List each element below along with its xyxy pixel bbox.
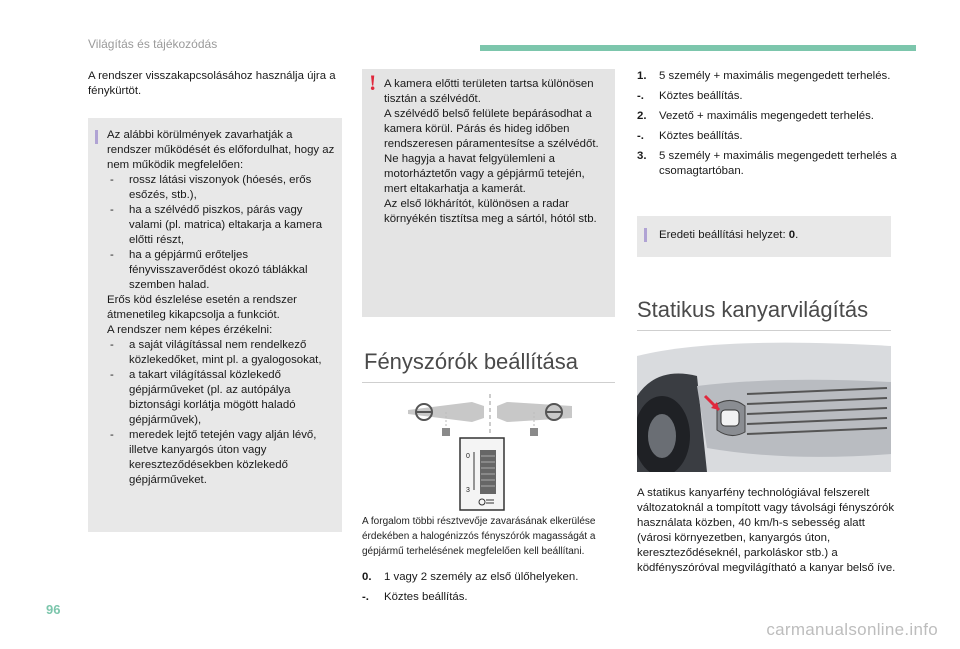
beam-high-icon bbox=[497, 402, 572, 436]
header-accent-bar bbox=[480, 45, 916, 51]
cornering-light-body: A statikus kanyarfény technológiával felszerelt változatoknál a tompított vagy távolsági fényszórók használata közben, 40 km/h-s sebesség alatt (városi környezetben, kanyargós úton, kereszteződéseknél, parkoláskor stb.) a ködfényszóróval megvilágítható a kanyar belső íve. bbox=[637, 487, 896, 574]
list-item: 1. 5 személy + maximális megengedett terhelés. bbox=[637, 70, 891, 82]
info-bar-icon bbox=[644, 228, 647, 242]
fog-lamp-icon bbox=[721, 410, 739, 426]
note-box-conditions bbox=[88, 118, 342, 532]
list-item: -. Köztes beállítás. bbox=[362, 591, 468, 603]
section-title-cornering-light: Statikus kanyarvilágítás bbox=[637, 297, 869, 322]
section-rule bbox=[637, 330, 891, 331]
list-item: 0. 1 vagy 2 személy az első ülőhelyeken. bbox=[362, 571, 579, 583]
section-title-headlamp-adjust: Fényszórók beállítása bbox=[364, 349, 578, 374]
warning-exclamation-icon: ! bbox=[369, 70, 377, 95]
section-rule bbox=[362, 382, 615, 383]
intro-paragraph: A rendszer visszakapcsolásához használja újra a fénykürtöt. bbox=[88, 70, 336, 97]
list-item: - a saját világítással nem rendelkező közlekedőket, mint pl. a gyalogosokat, bbox=[107, 338, 335, 368]
note-paragraph-1: Az alábbi körülmények zavarhatják a rendszer működését és előfordulhat, hogy az nem működik megfelelően: bbox=[107, 129, 335, 171]
warning-box-camera bbox=[362, 69, 615, 317]
page-number: 96 bbox=[46, 602, 61, 617]
list-item: - ha a gépjármű erőteljes fényvisszaverődést okozó táblákkal szemben halad. bbox=[107, 248, 335, 293]
note-list-1 bbox=[107, 173, 335, 293]
fog-lamp-illustration bbox=[637, 336, 891, 472]
adjust-positions-list-a bbox=[362, 570, 615, 610]
default-note-value: 0 bbox=[788, 229, 796, 241]
dial-label-top: 0 bbox=[466, 453, 470, 460]
note-box-default-setting: Eredeti beállítási helyzet: 0. bbox=[637, 216, 891, 257]
list-item: -. Köztes beállítás. bbox=[637, 90, 743, 102]
beam-low-icon bbox=[408, 402, 484, 436]
watermark: carmanualsonline.info bbox=[766, 620, 938, 639]
note-list-2 bbox=[107, 338, 335, 488]
running-header: Világítás és tájékozódás bbox=[88, 37, 218, 51]
list-item: 3. 5 személy + maximális megengedett terhelés a csomagtartóban. bbox=[637, 150, 897, 177]
warning-text: A kamera előtti területen tartsa különösen tisztán a szélvédőt. A szélvédő belső felülete bepárásodhat a kamera körül. Párás és hideg időben rendszeresen páramentesítse a szélvédőt. Ne hagyja a havat felgyülemleni a motorháztetőn vagy a gépjármű tetején, mert eltakarhatja a kamerát. Az első lökhárítót, különösen a radar környékén tisztítsa meg a sártól, hótól stb. bbox=[384, 78, 599, 225]
list-item: - rossz látási viszonyok (hóesés, erős esőzés, stb.), bbox=[107, 173, 335, 203]
illustration-caption: A forgalom többi résztvevője zavarásának elkerülése érdekében a halogénizzós fényszórók magasságát a gépjármű terhelésének megfelelően kell beállítani. bbox=[362, 516, 596, 557]
list-item: - ha a szélvédő piszkos, párás vagy valami (pl. matrica) eltakarja a kamera előtti részt, bbox=[107, 203, 335, 248]
note-paragraph-3: A rendszer nem képes érzékelni: bbox=[107, 324, 273, 336]
list-item: -. Köztes beállítás. bbox=[637, 130, 743, 142]
headlamp-dial-icon bbox=[460, 438, 504, 510]
note-paragraph-2: Erős köd észlelése esetén a rendszer átmenetileg kikapcsolja a funkciót. bbox=[107, 294, 297, 321]
default-note-prefix: Eredeti beállítási helyzet: bbox=[659, 229, 789, 241]
list-item: 2. Vezető + maximális megengedett terhelés. bbox=[637, 110, 874, 122]
headlamp-adjust-illustration bbox=[402, 392, 582, 512]
list-item: - meredek lejtő tetején vagy alján lévő, illetve kanyargós úton vagy kereszteződésekben közlekedő gépjárműveket. bbox=[107, 428, 335, 488]
dial-label-bottom: 3 bbox=[466, 487, 470, 494]
info-bar-icon bbox=[95, 130, 98, 144]
adjust-positions-list-b bbox=[637, 69, 899, 184]
list-item: - a takart világítással közlekedő gépjárműveket (pl. az autópálya biztonsági korlátja mögött haladó gépjárművek), bbox=[107, 368, 335, 428]
